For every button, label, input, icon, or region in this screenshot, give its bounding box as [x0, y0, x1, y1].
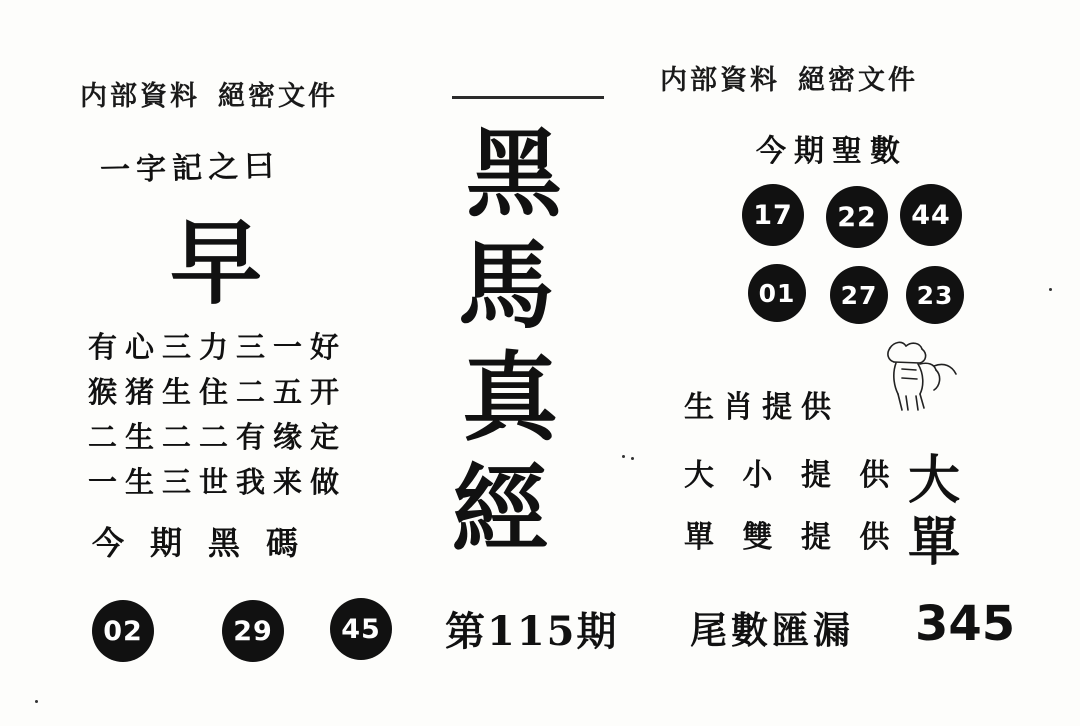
title-char: 真 — [462, 341, 558, 454]
motto-text: 一字記之曰 — [99, 148, 281, 189]
scan-speck — [631, 457, 634, 460]
title-char: 黑 — [466, 117, 562, 230]
header-right-label-b: 絕密文件 — [798, 65, 918, 96]
header-left — [80, 74, 338, 113]
sacred-number-ball: 17 — [742, 184, 804, 246]
sacred-number-ball: 23 — [906, 266, 964, 324]
black-code-ball: 29 — [222, 600, 284, 662]
tip-answer-oddeven: 單 — [908, 512, 961, 573]
tip-label-oddeven: 單 雙 提 供 — [684, 520, 899, 555]
black-code-ball: 02 — [92, 600, 154, 662]
header-left-label-a: 内部資料 — [80, 81, 200, 112]
scan-speck — [35, 700, 38, 703]
title-char: 馬 — [458, 229, 554, 342]
tip-label-bigsmall: 大 小 提 供 — [684, 458, 899, 493]
tip-label-zodiac: 生肖提供 — [684, 390, 840, 425]
poem-line: 有心三力三一好 — [88, 330, 348, 364]
tip-answer-bigsmall: 大 — [908, 450, 961, 511]
header-left-label-b: 絕密文件 — [218, 81, 338, 112]
scan-speck — [622, 455, 625, 458]
header-right — [660, 58, 918, 97]
header-right-label-a: 内部資料 — [660, 65, 780, 96]
poem-line: 一生三世我来做 — [88, 465, 348, 499]
tail-number-label: 尾數匯漏 — [690, 608, 854, 652]
tail-number-value: 345 — [915, 596, 1016, 652]
sacred-numbers-title: 今期聖數 — [756, 134, 908, 169]
sacred-number-ball: 27 — [830, 266, 888, 324]
big-character: 早 — [170, 209, 263, 317]
goat-icon — [872, 336, 964, 414]
sacred-number-ball: 01 — [748, 264, 806, 322]
black-code-ball: 45 — [330, 598, 392, 660]
scan-speck — [1049, 288, 1052, 291]
title-char: 經 — [452, 453, 548, 566]
publication-title — [452, 118, 662, 566]
sacred-number-ball: 22 — [826, 186, 888, 248]
poem-line: 猴猪生住二五开 — [88, 375, 348, 409]
sacred-number-ball: 44 — [900, 184, 962, 246]
poem-block — [88, 325, 347, 505]
issue-number: 第115期 — [445, 608, 619, 655]
black-code-title: 今期黑碼 — [92, 524, 325, 562]
poem-line: 二生二二有缘定 — [88, 420, 348, 454]
header-rule — [452, 96, 604, 99]
